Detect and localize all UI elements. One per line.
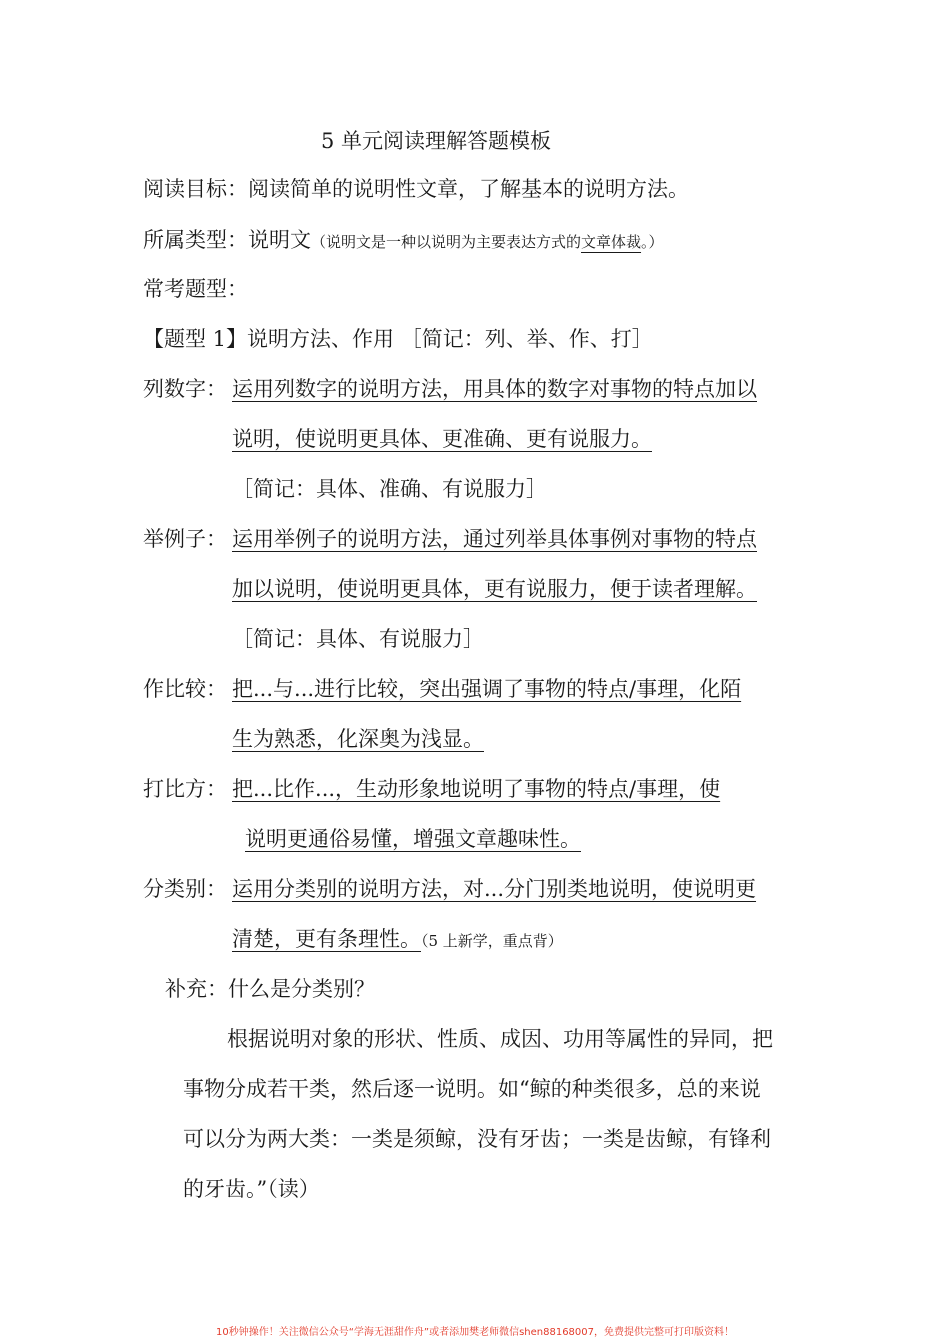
type-note-b: 。）: [641, 233, 664, 251]
method-label: 分类别：: [143, 877, 227, 901]
method-line-with-note: [232, 924, 563, 956]
method-line: 运用举例子的说明方法，通过列举具体事例对事物的特点: [232, 527, 757, 551]
method-line: 生为熟悉，化深奥为浅显。: [232, 727, 484, 751]
type-note-a: （说明文是一种以说明为主要表达方式的: [311, 233, 582, 251]
method-label: 作比较：: [143, 677, 227, 701]
reading-goal: 阅读目标：阅读简单的说明性文章，了解基本的说明方法。: [143, 177, 689, 201]
method-line: 说明更通俗易懂，增强文章趣味性。: [245, 827, 581, 851]
supplement-line: 根据说明对象的形状、性质、成因、功用等属性的异同，把: [227, 1027, 773, 1051]
method-line: 运用列数字的说明方法，用具体的数字对事物的特点加以: [232, 377, 757, 401]
method-line: 清楚，更有条理性。: [232, 927, 421, 951]
method-line: 加以说明，使说明更具体，更有说服力，便于读者理解。: [232, 577, 757, 601]
page-title: 5 单元阅读理解答题模板: [320, 129, 552, 153]
footer-promo: 10秒钟操作！关注微信公众号“学海无涯甜作舟”或者添加樊老师微信shen88168007，免费提供完整可打印版资料！: [215, 1327, 735, 1338]
method-note: （5 上新学，重点背）: [421, 932, 563, 950]
method-memo: ［简记：具体、准确、有说服力］: [232, 477, 547, 501]
supplement-question: 补充：什么是分类别？: [165, 977, 375, 1001]
supplement-line: 事物分成若干类，然后逐一说明。如“鲸的种类很多，总的来说: [183, 1077, 761, 1101]
method-line: 运用分类别的说明方法，对...分门别类地说明，使说明更: [232, 877, 757, 901]
method-memo: ［简记：具体、有说服力］: [232, 627, 484, 651]
method-line: 把...与...进行比较，突出强调了事物的特点/事理，化陌: [232, 677, 742, 701]
method-label: 列数字：: [143, 377, 227, 401]
common-types-label: 常考题型：: [143, 277, 248, 301]
type-line: [143, 225, 664, 257]
method-label: 举例子：: [143, 527, 227, 551]
supplement-line: 的牙齿。”（读）: [183, 1177, 320, 1201]
method-line: 把...比作...，生动形象地说明了事物的特点/事理，使: [232, 777, 721, 801]
supplement-line: 可以分为两大类：一类是须鲸，没有牙齿；一类是齿鲸，有锋利: [183, 1127, 771, 1151]
q1-header: 【题型 1】说明方法、作用 ［简记：列、举、作、打］: [143, 327, 653, 351]
method-label: 打比方：: [143, 777, 227, 801]
method-line: 说明，使说明更具体、更准确、更有说服力。: [232, 427, 652, 451]
type-note-link: 文章体裁: [581, 233, 642, 251]
type-label: 所属类型：说明文: [143, 228, 311, 252]
